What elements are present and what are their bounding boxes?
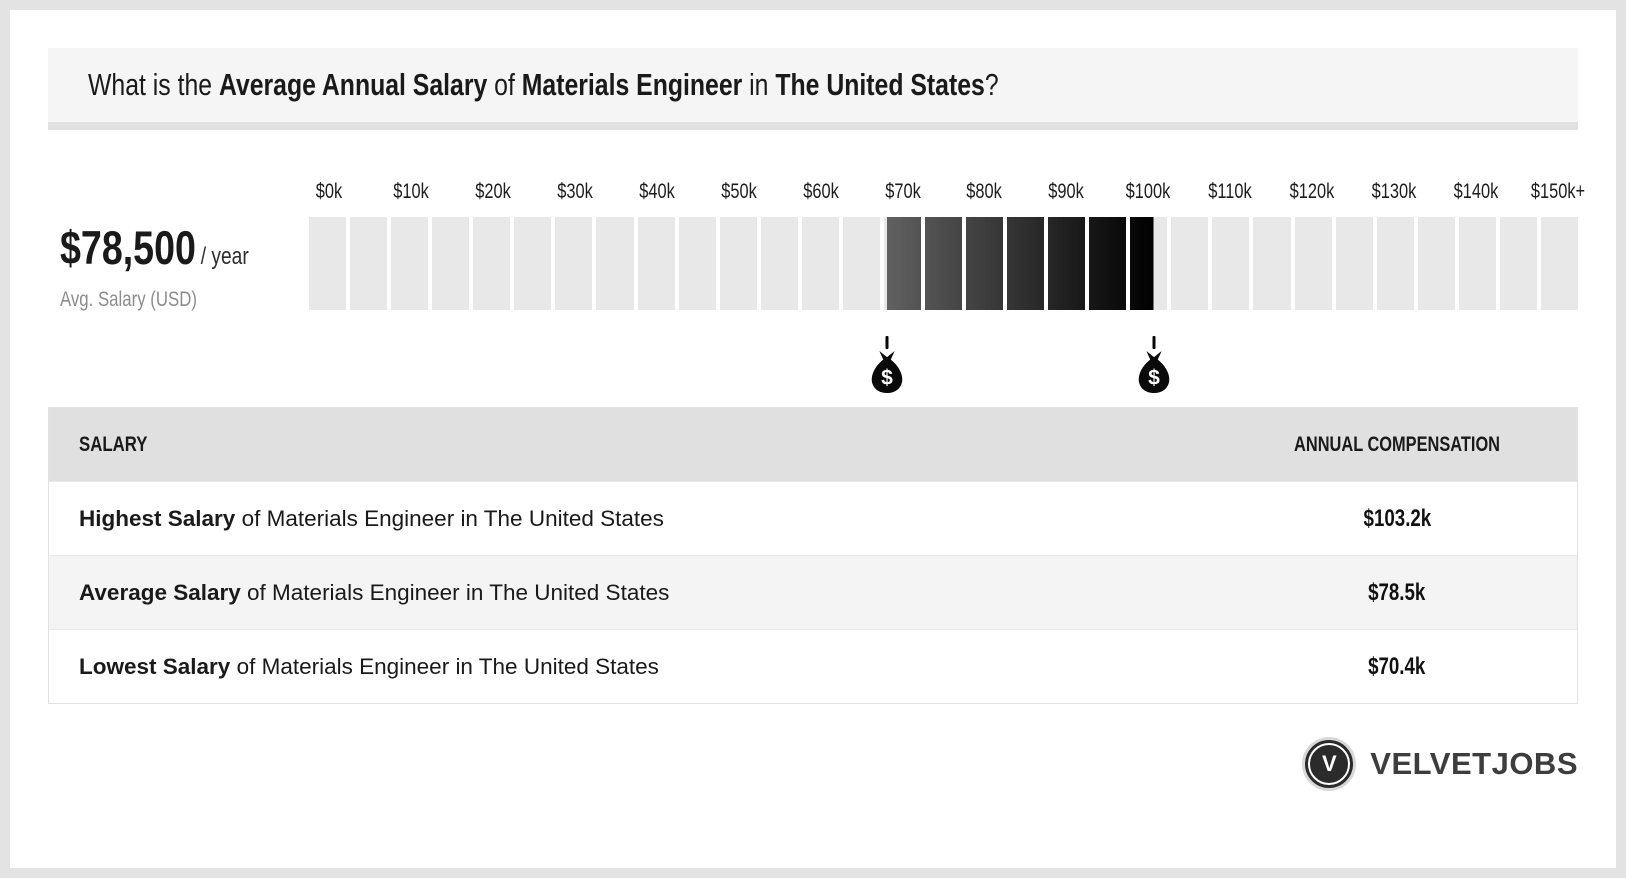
title-part: What is the (88, 67, 219, 102)
gauge-bar (309, 217, 1578, 310)
average-salary-amount-row (60, 220, 309, 275)
table-header-row (49, 408, 1577, 481)
row-value: $103.2k (1363, 504, 1431, 532)
title-part: The United States (775, 67, 985, 102)
axis-tick-label: $110k (1208, 180, 1252, 203)
row-label: Highest Salary of Materials Engineer in The United States (79, 505, 664, 531)
row-label: Average Salary of Materials Engineer in The United States (79, 579, 670, 605)
row-value: $70.4k (1368, 652, 1426, 680)
gauge-segment (1212, 217, 1249, 310)
gauge-segment (966, 217, 1003, 310)
title-part: ? (984, 67, 999, 102)
gauge-segment (679, 217, 716, 310)
title-part: of (487, 67, 522, 102)
infographic-card (10, 10, 1616, 868)
gauge-segment (1336, 217, 1373, 310)
money-bag-icon (867, 350, 907, 394)
gauge-segment (1048, 217, 1085, 310)
svg-text:$: $ (1147, 366, 1160, 390)
salary-scale (309, 160, 1585, 395)
gauge-segment (1130, 217, 1167, 310)
gauge-segment (1500, 217, 1537, 310)
gauge-segment (391, 217, 428, 310)
column-header-annual-compensation: ANNUAL COMPENSATION (1294, 432, 1500, 456)
logo-initial: V (1321, 751, 1337, 776)
title-part: Average Annual Salary (218, 67, 488, 102)
axis-tick-label: $30k (557, 180, 593, 203)
table-row (49, 555, 1577, 629)
brand-footer (10, 737, 1578, 791)
axis-tick-label: $50k (721, 180, 757, 203)
gauge-segment (1007, 217, 1044, 310)
gauge-segment (1253, 217, 1290, 310)
axis-tick-label: $130k (1371, 180, 1417, 203)
title-part: in (742, 67, 776, 102)
money-bag-icon (1134, 350, 1174, 394)
gauge-segment (638, 217, 675, 310)
axis-tick-label: $20k (475, 180, 511, 203)
gauge-segment (514, 217, 551, 310)
gauge-segment (1418, 217, 1455, 310)
gauge-segment (1377, 217, 1414, 310)
gauge-segment (1089, 217, 1126, 310)
axis-tick-labels (309, 160, 1585, 217)
gauge-segment (802, 217, 839, 310)
brand-name: VELVETJOBS (1370, 746, 1578, 781)
title-part: Materials Engineer (521, 67, 743, 102)
gauge-segment (843, 217, 880, 310)
gauge-segment (761, 217, 798, 310)
row-label: Lowest Salary of Materials Engineer in The United States (79, 653, 659, 679)
svg-text:$: $ (881, 366, 893, 390)
average-salary-caption: Avg. Salary (USD) (60, 288, 197, 311)
gauge-segment (309, 217, 346, 310)
gauge-segment (720, 217, 757, 310)
axis-tick-label: $40k (639, 180, 675, 203)
average-salary-stat (48, 160, 309, 395)
row-value: $78.5k (1368, 578, 1426, 606)
axis-tick-label: $120k (1289, 180, 1335, 203)
marker-tick (1152, 336, 1155, 349)
table-row (49, 629, 1577, 703)
gauge-segment (1541, 217, 1578, 310)
gauge-segment (1459, 217, 1496, 310)
gauge-segment (925, 217, 962, 310)
axis-tick-label: $80k (966, 180, 1003, 203)
axis-tick-label: $70k (884, 180, 921, 203)
title-bar (48, 48, 1578, 130)
axis-tick-label: $60k (802, 180, 839, 203)
gauge-segment (1295, 217, 1332, 310)
salary-gauge-chart (48, 160, 1585, 395)
column-header-salary: SALARY (79, 432, 148, 456)
range-markers (309, 310, 1578, 395)
gauge-segment (596, 217, 633, 310)
axis-tick-label: $150k+ (1530, 180, 1585, 203)
average-salary-amount: $78,500 (60, 221, 196, 274)
gauge-segment (350, 217, 387, 310)
velvetjobs-logo-icon (1302, 737, 1356, 791)
gauge-segment (473, 217, 510, 310)
page-title (88, 67, 999, 103)
gauge-segment (432, 217, 469, 310)
table-row (49, 481, 1577, 555)
axis-tick-label: $0k (316, 180, 343, 203)
axis-tick-label: $100k (1125, 180, 1171, 203)
axis-tick-label: $10k (393, 180, 430, 203)
axis-tick-label: $140k (1453, 180, 1498, 203)
gauge-segment (555, 217, 592, 310)
average-salary-suffix: / year (200, 243, 249, 270)
axis-tick-label: $90k (1048, 180, 1085, 203)
marker-tick (885, 336, 888, 349)
gauge-segment (884, 217, 921, 310)
salary-table (48, 407, 1578, 704)
gauge-segment (1171, 217, 1208, 310)
